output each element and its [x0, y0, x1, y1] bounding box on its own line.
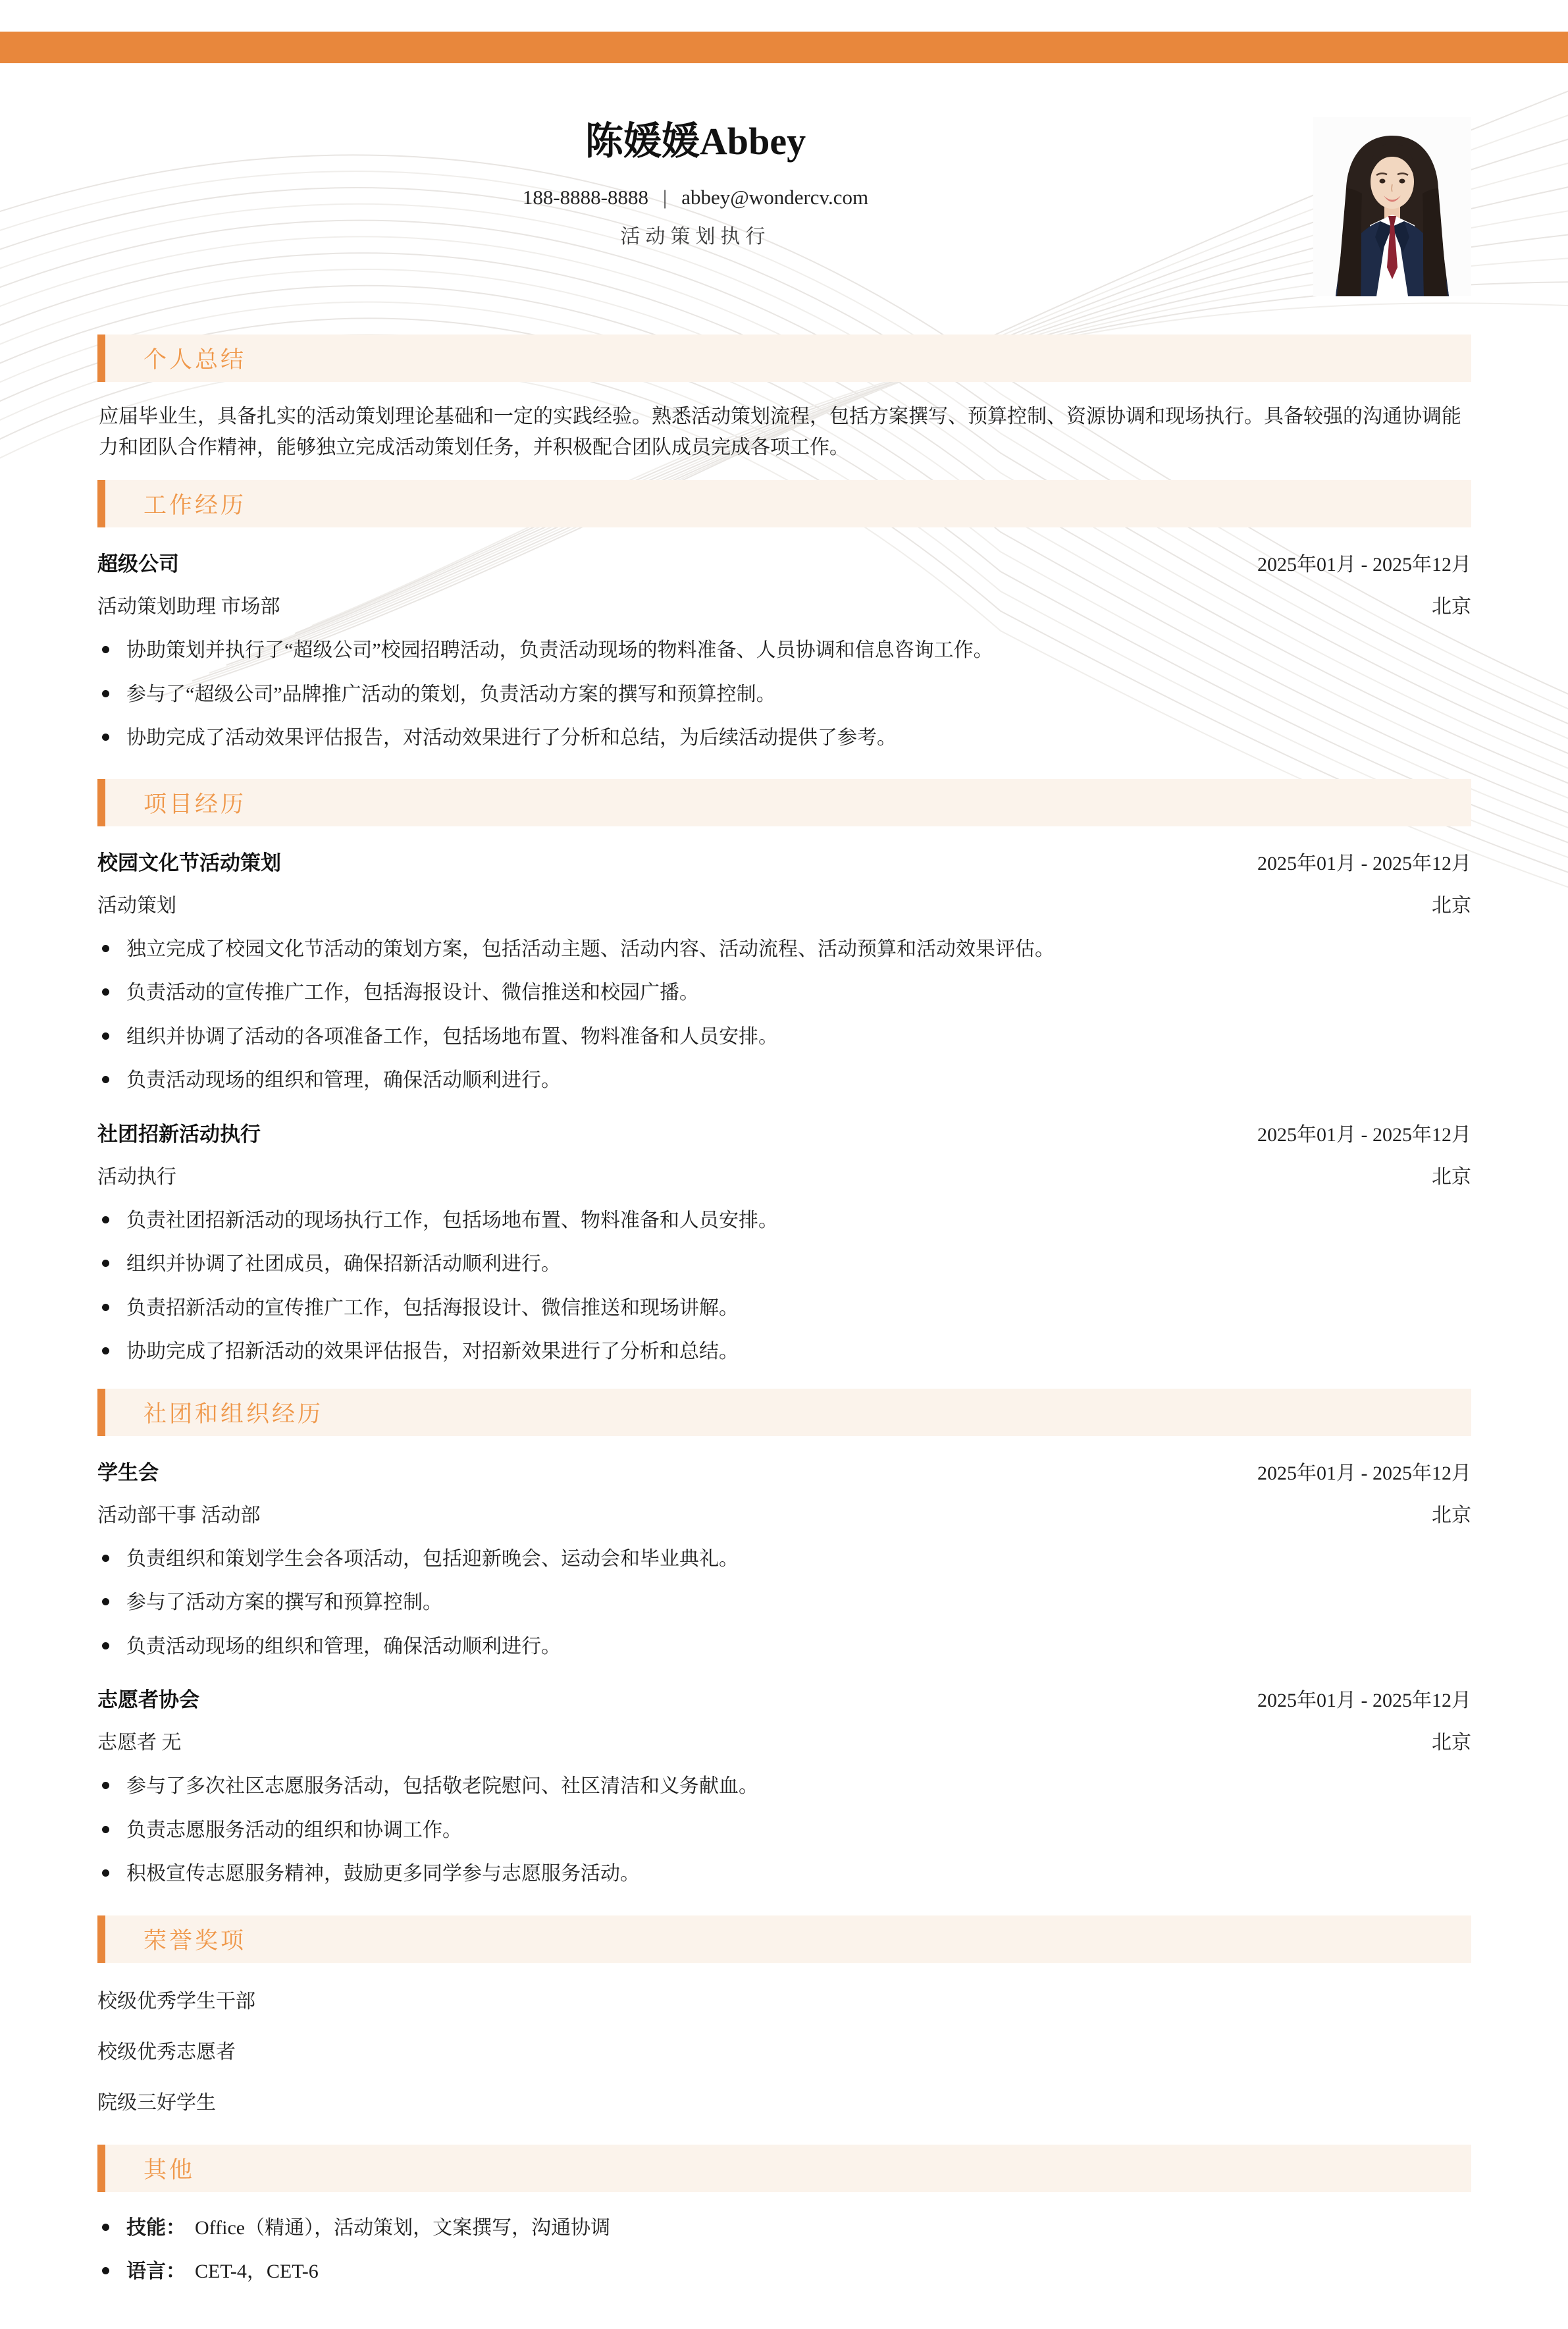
- work-role: 活动策划助理 市场部: [97, 596, 280, 618]
- resume-header: [97, 32, 1471, 303]
- organizations-title: 社团和组织经历: [144, 1401, 324, 1427]
- section-other: [97, 2145, 1471, 2286]
- top-accent-bar: [0, 32, 1568, 63]
- summary-text: 应届毕业生，具备扎实的活动策划理论基础和一定的实践经验。熟悉活动策划流程，包括方案撰写、预算控制、资源协调和现场执行。具备较强的沟通协调能力和团队合作精神，能够独立完成活动策划任务，并积极配合团队成员完成各项工作。: [99, 406, 1461, 458]
- section-honors: [97, 1915, 1471, 2115]
- other-header: [97, 2145, 1471, 2192]
- bullet-item: 积极宣传志愿服务精神，鼓励更多同学参与志愿服务活动。: [97, 1860, 1471, 1888]
- bullet-item: 协助完成了招新活动的效果评估报告，对招新效果进行了分析和总结。: [97, 1337, 1471, 1366]
- bullet-item: 负责招新活动的宣传推广工作，包括海报设计、微信推送和现场讲解。: [97, 1294, 1471, 1323]
- work-org: 超级公司: [97, 552, 179, 576]
- organization-location: 北京: [1432, 1732, 1471, 1753]
- project-bullets: [97, 935, 1471, 1095]
- other-list: [97, 2214, 1471, 2286]
- project-role: 活动策划: [97, 894, 176, 917]
- bullet-item: 参与了“超级公司”品牌推广活动的策划，负责活动方案的撰写和预算控制。: [97, 680, 1471, 709]
- project-date: 2025年01月 - 2025年12月: [1257, 852, 1471, 874]
- work-header: [97, 480, 1471, 527]
- organization-entry: [97, 1683, 1471, 1888]
- projects-header: [97, 779, 1471, 826]
- bullet-item: 负责社团招新活动的现场执行工作，包括场地布置、物料准备和人员安排。: [97, 1206, 1471, 1235]
- honor-item: 院级三好学生: [97, 2091, 216, 2114]
- header-text: [97, 119, 1294, 251]
- work-entry: [97, 547, 1471, 753]
- organization-entry: [97, 1456, 1471, 1661]
- section-work: [97, 480, 1471, 753]
- organization-date: 2025年01月 - 2025年12月: [1257, 1462, 1471, 1484]
- bullet-item: 参与了活动方案的撰写和预算控制。: [97, 1588, 1471, 1617]
- resume-page: [97, 32, 1471, 2286]
- languages-text: CET-4，CET-6: [195, 2261, 319, 2282]
- bullet-item: 组织并协调了活动的各项准备工作，包括场地布置、物料准备和人员安排。: [97, 1023, 1471, 1052]
- organization-role: 活动部干事 活动部: [97, 1504, 261, 1526]
- project-name: 社团招新活动执行: [97, 1122, 261, 1146]
- skills-item: [97, 2214, 1471, 2243]
- summary-title: 个人总结: [144, 347, 247, 373]
- phone-number: 188-8888-8888: [522, 185, 649, 209]
- candidate-name: 陈媛媛Abbey: [585, 120, 806, 163]
- project-role: 活动执行: [97, 1165, 176, 1188]
- contact-divider: |: [663, 185, 667, 209]
- organizations-header: [97, 1389, 1471, 1436]
- project-entry: [97, 846, 1471, 1095]
- work-title: 工作经历: [144, 493, 247, 518]
- job-title: 活动策划执行: [620, 226, 771, 248]
- organization-date: 2025年01月 - 2025年12月: [1257, 1690, 1471, 1711]
- bullet-item: 组织并协调了社团成员，确保招新活动顺利进行。: [97, 1250, 1471, 1279]
- section-summary: [97, 335, 1471, 463]
- project-bullets: [97, 1206, 1471, 1366]
- bullet-item: 负责组织和策划学生会各项活动，包括迎新晚会、运动会和毕业典礼。: [97, 1545, 1471, 1574]
- bullet-item: 独立完成了校园文化节活动的策划方案，包括活动主题、活动内容、活动流程、活动预算和活动效果评估。: [97, 935, 1471, 964]
- bullet-item: 负责志愿服务活动的组织和协调工作。: [97, 1816, 1471, 1845]
- organization-name: 学生会: [97, 1460, 159, 1484]
- bullet-item: 协助完成了活动效果评估报告，对活动效果进行了分析和总结，为后续活动提供了参考。: [97, 724, 1471, 753]
- profile-photo: [1313, 117, 1471, 296]
- projects-title: 项目经历: [144, 791, 247, 817]
- project-entry: [97, 1117, 1471, 1366]
- work-bullets: [97, 636, 1471, 753]
- bullet-item: 负责活动的宣传推广工作，包括海报设计、微信推送和校园广播。: [97, 978, 1471, 1007]
- summary-header: [97, 335, 1471, 382]
- work-location: 北京: [1432, 596, 1471, 618]
- email-address: abbey@wondercv.com: [681, 185, 869, 209]
- bullet-item: 负责活动现场的组织和管理，确保活动顺利进行。: [97, 1066, 1471, 1095]
- work-date: 2025年01月 - 2025年12月: [1257, 554, 1471, 576]
- honor-item: 校级优秀学生干部: [97, 1990, 255, 2012]
- bullet-item: 参与了多次社区志愿服务活动，包括敬老院慰问、社区清洁和义务献血。: [97, 1772, 1471, 1801]
- organization-location: 北京: [1432, 1504, 1471, 1526]
- honors-header: [97, 1915, 1471, 1963]
- bullet-item: 协助策划并执行了“超级公司”校园招聘活动，负责活动现场的物料准备、人员协调和信息咨询工作。: [97, 636, 1471, 665]
- other-title: 其他: [144, 2156, 196, 2183]
- languages-label: 语言：: [126, 2261, 186, 2282]
- section-organizations: [97, 1389, 1471, 1888]
- honors-title: 荣誉奖项: [144, 1927, 247, 1954]
- organization-bullets: [97, 1545, 1471, 1661]
- project-date: 2025年01月 - 2025年12月: [1257, 1123, 1471, 1146]
- honor-item: 校级优秀志愿者: [97, 2041, 236, 2063]
- project-location: 北京: [1432, 894, 1471, 917]
- languages-item: [97, 2257, 1471, 2286]
- project-location: 北京: [1432, 1165, 1471, 1188]
- contact-line: [97, 186, 1294, 209]
- organization-role: 志愿者 无: [97, 1732, 182, 1753]
- organization-name: 志愿者协会: [97, 1688, 199, 1711]
- project-name: 校园文化节活动策划: [97, 851, 281, 874]
- skills-label: 技能：: [126, 2216, 186, 2239]
- organization-bullets: [97, 1772, 1471, 1888]
- section-projects: [97, 779, 1471, 1366]
- bullet-item: 负责活动现场的组织和管理，确保活动顺利进行。: [97, 1632, 1471, 1661]
- skills-text: Office（精通），活动策划，文案撰写，沟通协调: [195, 2216, 611, 2239]
